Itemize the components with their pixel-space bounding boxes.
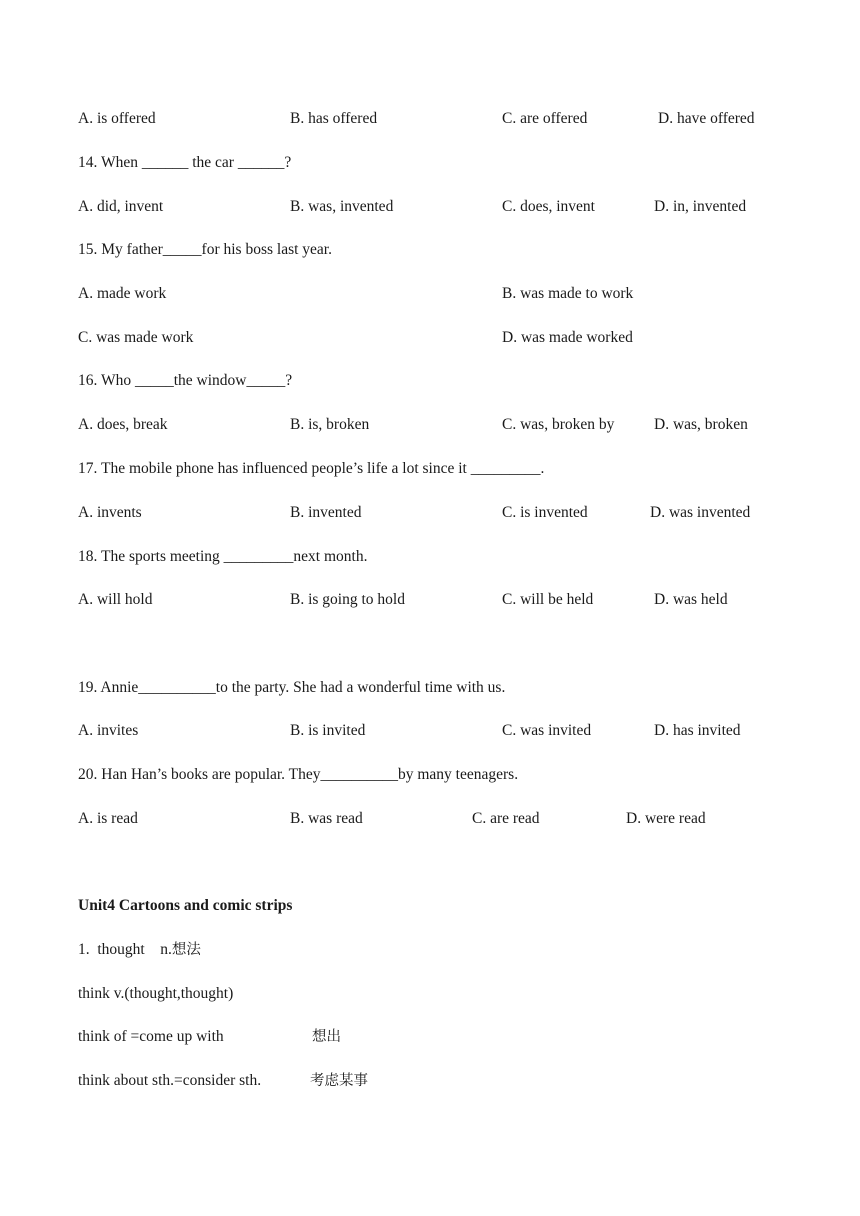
q17-option-a: A. invents bbox=[78, 504, 142, 521]
q18-option-a: A. will hold bbox=[78, 591, 153, 608]
q20-option-a: A. is read bbox=[78, 810, 138, 827]
q20-stem: 20. Han Han’s books are popular. They__________by many teenagers. bbox=[78, 766, 519, 783]
q15-option-c: C. was made work bbox=[78, 329, 194, 346]
q18-option-b: B. is going to hold bbox=[290, 591, 405, 608]
q14-option-b: B. was, invented bbox=[290, 198, 394, 215]
q20-option-b: B. was read bbox=[290, 810, 363, 827]
q16-option-b: B. is, broken bbox=[290, 416, 370, 433]
q16-option-d: D. was, broken bbox=[654, 416, 748, 433]
vocab-line-3-en: think of =come up with bbox=[78, 1028, 224, 1045]
vocab-line-4-en: think about sth.=consider sth. bbox=[78, 1072, 262, 1089]
q19-stem: 19. Annie__________to the party. She had a wonderful time with us. bbox=[78, 679, 506, 696]
q15-option-b: B. was made to work bbox=[502, 285, 634, 302]
q13-option-b: B. has offered bbox=[290, 110, 378, 127]
q20-option-c: C. are read bbox=[472, 810, 540, 827]
q18-option-d: D. was held bbox=[654, 591, 728, 608]
q16-option-c: C. was, broken by bbox=[502, 416, 615, 433]
q19-option-c: C. was invited bbox=[502, 722, 592, 739]
q14-stem: 14. When ______ the car ______? bbox=[78, 154, 292, 171]
vocab-en: 1. thought n. bbox=[78, 941, 172, 958]
q19-option-b: B. is invited bbox=[290, 722, 366, 739]
vocab-line-1 bbox=[78, 940, 201, 960]
q17-stem: 17. The mobile phone has influenced people’s life a lot since it _________. bbox=[78, 460, 545, 477]
q20-option-d: D. were read bbox=[626, 810, 706, 827]
q19-option-a: A. invites bbox=[78, 722, 139, 739]
q16-option-a: A. does, break bbox=[78, 416, 168, 433]
q16-stem: 16. Who _____the window_____? bbox=[78, 372, 293, 389]
q18-stem: 18. The sports meeting _________next month. bbox=[78, 548, 368, 565]
q15-stem: 15. My father_____for his boss last year. bbox=[78, 241, 332, 258]
unit-title: Unit4 Cartoons and comic strips bbox=[78, 897, 293, 914]
q17-option-b: B. invented bbox=[290, 504, 362, 521]
q14-option-c: C. does, invent bbox=[502, 198, 595, 215]
vocab-line-4-zh: 考虑某事 bbox=[310, 1073, 368, 1089]
q17-option-c: C. is invented bbox=[502, 504, 588, 521]
q14-option-a: A. did, invent bbox=[78, 198, 164, 215]
q13-option-c: C. are offered bbox=[502, 110, 588, 127]
vocab-zh: 想法 bbox=[171, 942, 201, 958]
q15-option-a: A. made work bbox=[78, 285, 167, 302]
q13-option-d: D. have offered bbox=[658, 110, 755, 127]
q18-option-c: C. will be held bbox=[502, 591, 594, 608]
q19-option-d: D. has invited bbox=[654, 722, 741, 739]
q17-option-d: D. was invented bbox=[650, 504, 751, 521]
vocab-line-2: think v.(thought,thought) bbox=[78, 985, 234, 1002]
q13-option-a: A. is offered bbox=[78, 110, 156, 127]
vocab-line-3-zh: 想出 bbox=[312, 1029, 341, 1045]
q14-option-d: D. in, invented bbox=[654, 198, 747, 215]
q15-option-d: D. was made worked bbox=[502, 329, 633, 346]
